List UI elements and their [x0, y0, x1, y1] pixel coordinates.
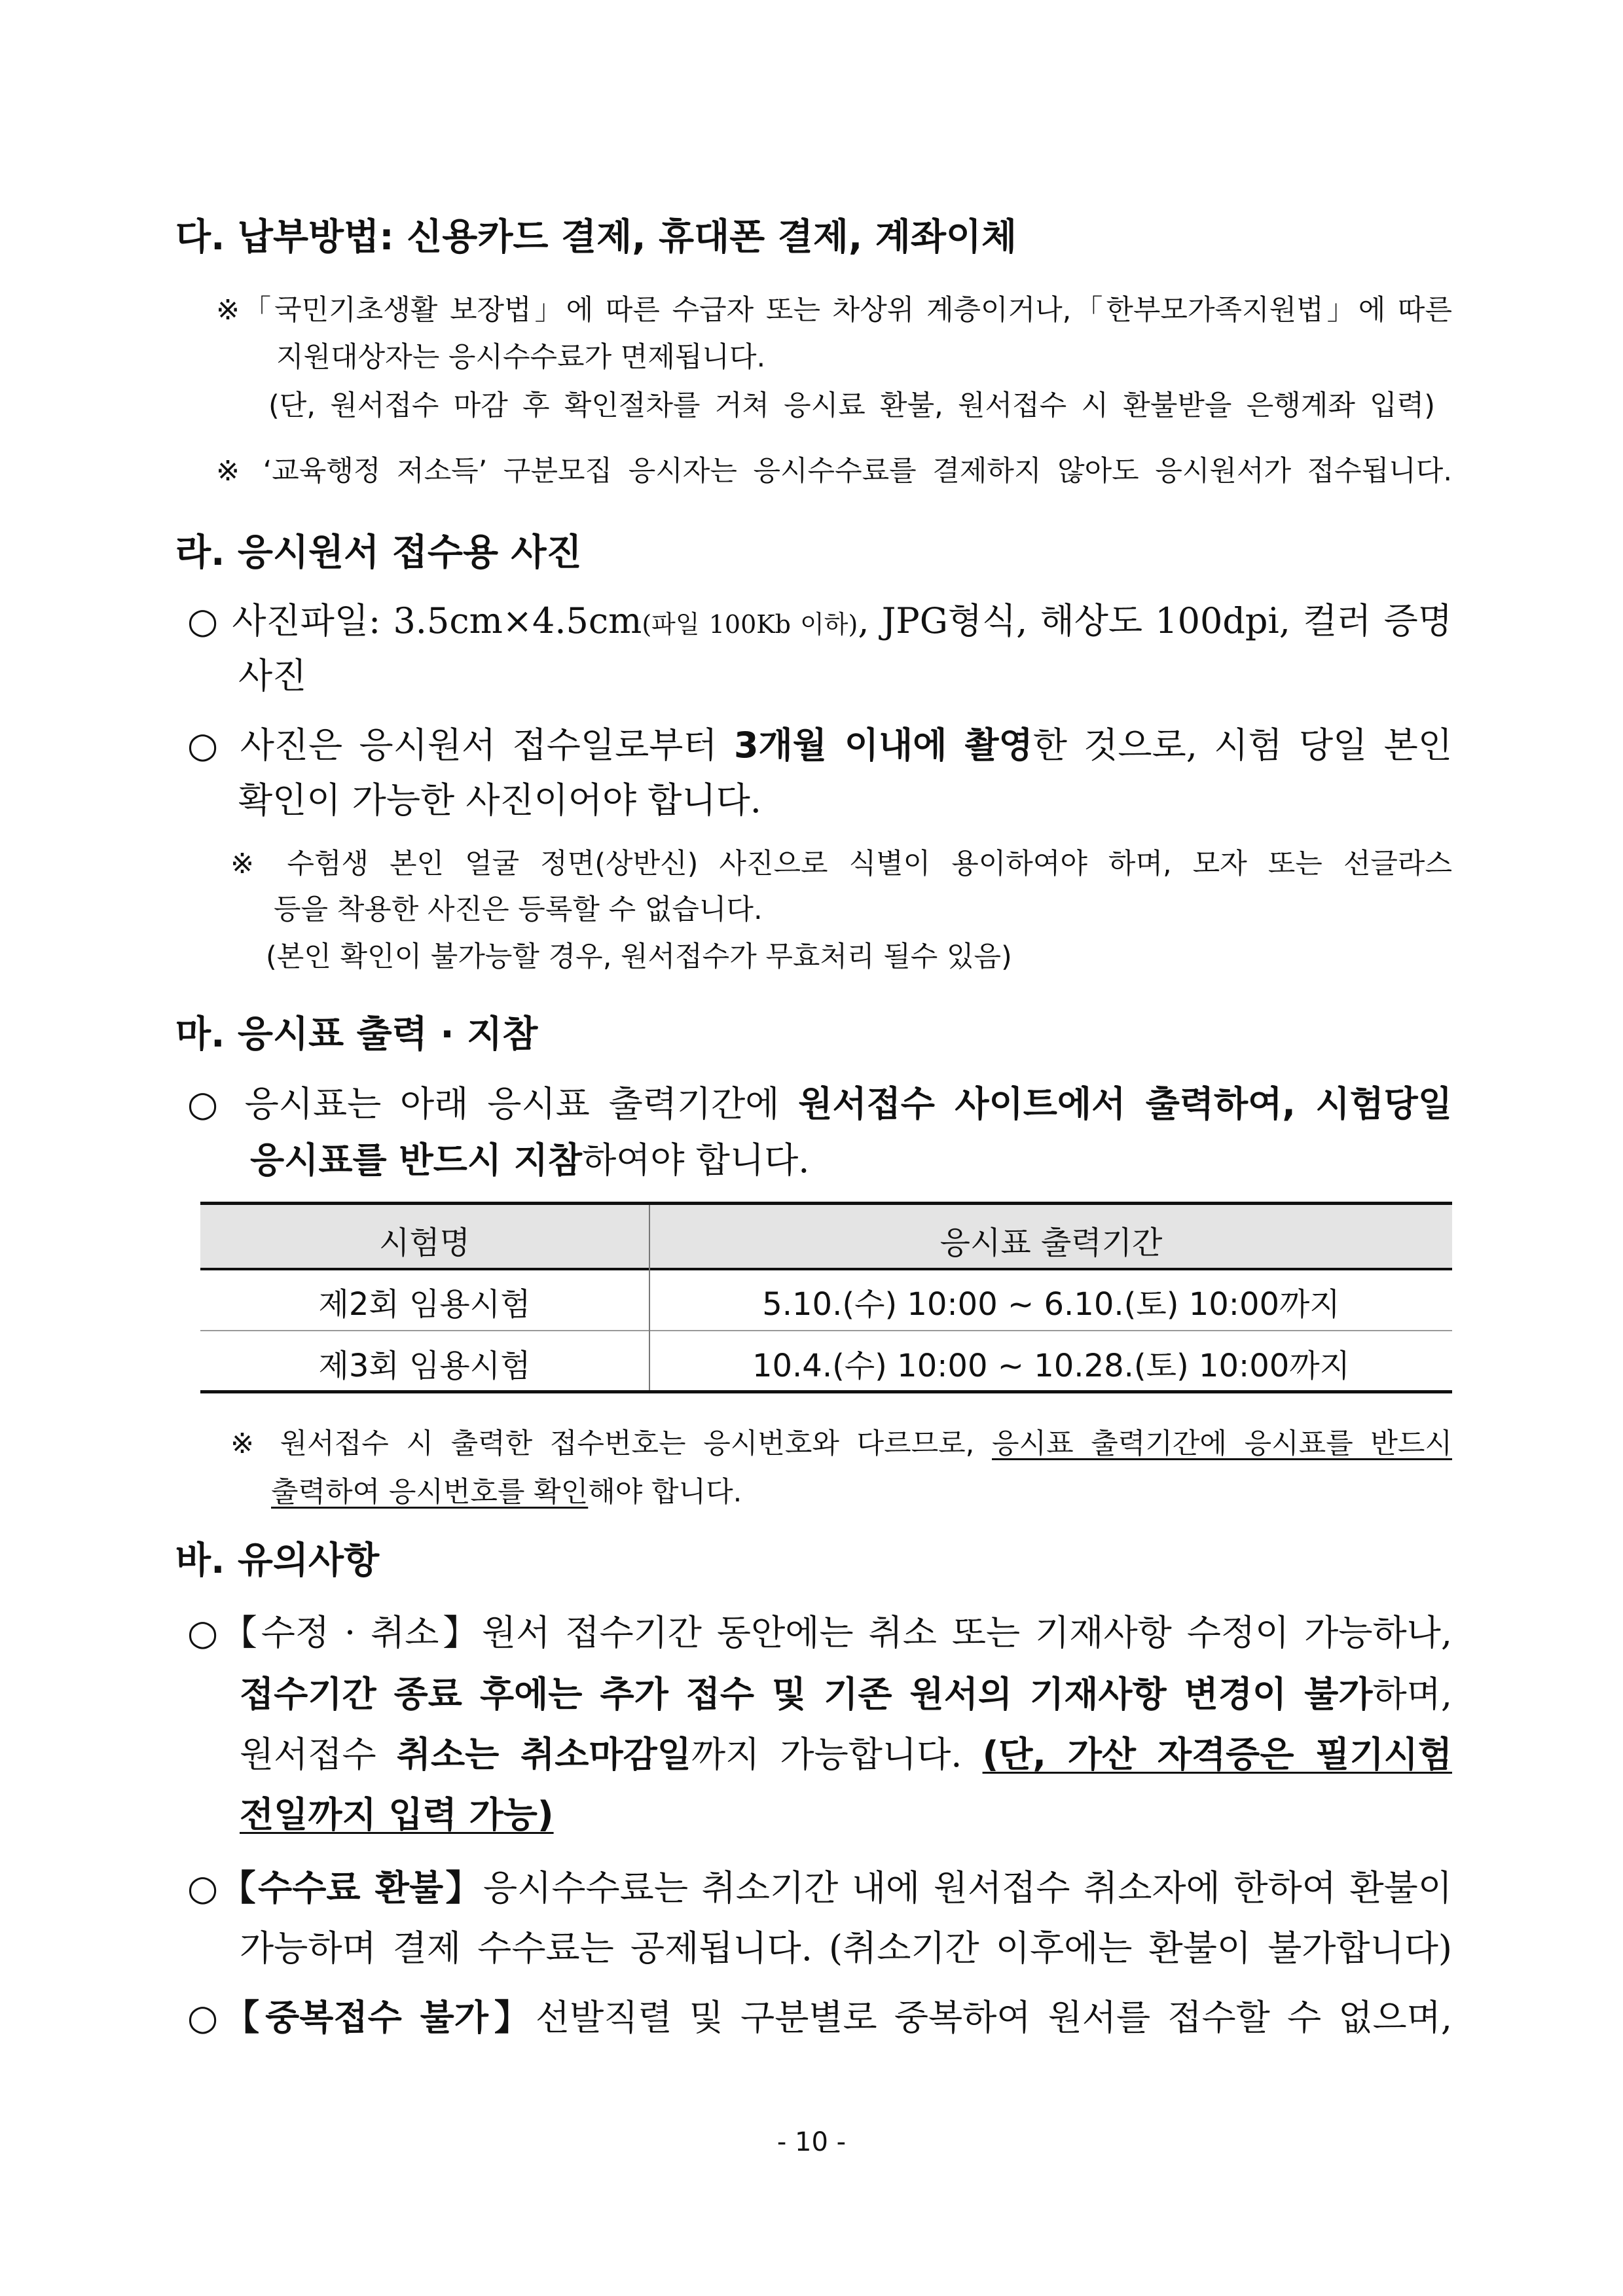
table-row-period-2: 5.10.(수) 10:00 ~ 6.10.(토) 10:00까지 — [762, 1286, 1340, 1323]
caution-edit-cancel-line4: 전일까지 입력 가능) — [240, 1794, 554, 1835]
photo-file-size-limit: (파일 100Kb 이하) — [642, 610, 858, 639]
photo-note-line2: 등을 착용한 사진은 등록할 수 없습니다. — [274, 893, 763, 926]
note-fee-exemption-line3: (단, 원서접수 마감 후 확인절차를 거쳐 응시료 환불, 원서접수 시 환불받을 은행계좌 입력) — [268, 389, 1435, 422]
table-rule-bottom — [200, 1390, 1452, 1393]
ticket-bring-rest: 하여야 합니다. — [582, 1139, 810, 1181]
caution-cancel-a: 원서접수 — [240, 1734, 397, 1775]
section-heading-cautions: 바. 유의사항 — [175, 1539, 380, 1582]
photo-recency-line2: 확인이 가능한 사진이어야 합니다. — [238, 780, 761, 821]
caution-no-change-rest: 하며, — [1372, 1674, 1452, 1715]
photo-format-spec: , JPG형식, 해상도 100dpi, 컬러 증명 — [858, 600, 1452, 641]
table-row-exam-2: 제2회 임용시험 — [318, 1286, 531, 1323]
caution-edit-cancel-line1: ○【수정 · 취소】원서 접수기간 동안에는 취소 또는 기재사항 수정이 가능하나, — [187, 1612, 1452, 1653]
caution-duplicate-bullet: ○ — [187, 1997, 225, 2038]
photo-note-line1: ※ 수험생 본인 얼굴 정면(상반신) 사진으로 식별이 용이하여야 하며, 모자 또는 선글라스 — [230, 848, 1452, 880]
ticket-print-line2 — [250, 1132, 809, 1183]
caution-no-change-bold: 접수기간 종료 후에는 추가 접수 및 기존 원서의 기재사항 변경이 불가 — [240, 1674, 1373, 1715]
page-number: - 10 - — [776, 2127, 847, 2157]
note-fee-exemption-line2: 지원대상자는 응시수수료가 면제됩니다. — [276, 341, 766, 374]
caution-refund-bullet: ○ — [187, 1867, 221, 1909]
table-row-period-3: 10.4.(수) 10:00 ~ 10.28.(토) 10:00까지 — [752, 1348, 1351, 1384]
table-header-exam-name: 시험명 — [378, 1225, 471, 1261]
caution-cert-bold-underline: (단, 가산 자격증은 필기시험 — [982, 1734, 1452, 1775]
table-row-exam-3: 제3회 임용시험 — [318, 1348, 531, 1384]
caution-refund-line2: 가능하며 결제 수수료는 공제됩니다. (취소기간 이후에는 환불이 불가합니다) — [240, 1928, 1452, 1969]
caution-refund-line1 — [187, 1860, 1452, 1910]
caution-edit-cancel-line2 — [240, 1666, 1452, 1717]
photo-file-spec-line2: 사진 — [238, 655, 307, 696]
photo-file-label: ○ 사진파일: — [187, 600, 393, 641]
caution-duplicate-rest: 선발직렬 및 구분별로 중복하여 원서를 접수할 수 없으며, — [535, 1997, 1452, 2038]
caution-duplicate-line1 — [187, 1990, 1452, 2040]
photo-recency-rule — [187, 717, 1452, 768]
ticket-print-period-table — [200, 1202, 1452, 1393]
photo-file-spec — [187, 593, 1452, 643]
ticket-note-rest: 해야 합니다. — [588, 1476, 742, 1509]
caution-refund-rest: 응시수수료는 취소기간 내에 원서접수 취소자에 한하여 환불이 — [483, 1867, 1452, 1909]
photo-recency-b: 한 것으로, 시험 당일 본인 — [1032, 725, 1452, 766]
caution-cancel-b: 까지 가능합니다. — [691, 1734, 983, 1775]
section-heading-payment: 다. 납부방법: 신용카드 결제, 휴대폰 결제, 계좌이체 — [175, 216, 1017, 259]
section-heading-admission-ticket: 마. 응시표 출력 · 지참 — [175, 1013, 538, 1056]
note-low-income: ※ ‘교육행정 저소득’ 구분모집 응시자는 응시수수료를 결제하지 않아도 응시원서가 접수됩니다. — [216, 455, 1452, 488]
caution-refund-title: 【수수료 환불】 — [220, 1867, 484, 1909]
ticket-note-underline2: 출력하여 응시번호를 확인 — [271, 1476, 589, 1509]
table-header-print-period: 응시표 출력기간 — [939, 1225, 1163, 1261]
ticket-print-bold: 원서접수 사이트에서 출력하여, 시험당일 — [798, 1083, 1452, 1124]
ticket-bring-bold: 응시표를 반드시 지참 — [250, 1139, 583, 1181]
note-fee-exemption-line1: ※「국민기초생활 보장법」에 따른 수급자 또는 차상위 계층이거나,「한부모가족지원법」에 따른 — [216, 294, 1452, 327]
ticket-note-line2 — [271, 1470, 742, 1510]
photo-note-line3: (본인 확인이 불가능할 경우, 원서접수가 무효처리 될수 있음) — [266, 941, 1012, 973]
photo-recency-a: ○ 사진은 응시원서 접수일로부터 — [187, 725, 734, 766]
caution-edit-cancel-line3 — [240, 1727, 1452, 1777]
section-heading-photo: 라. 응시원서 접수용 사진 — [175, 531, 582, 574]
ticket-note-underline: 응시표 출력기간에 응시표를 반드시 — [992, 1427, 1452, 1460]
ticket-note-a: ※ 원서접수 시 출력한 접수번호는 응시번호와 다르므로, — [230, 1427, 992, 1460]
table-rule-row — [200, 1330, 1452, 1331]
caution-cancel-deadline-bold: 취소는 취소마감일 — [396, 1734, 691, 1775]
table-rule-header — [200, 1268, 1452, 1270]
ticket-print-rule — [187, 1076, 1452, 1126]
ticket-print-a: ○ 응시표는 아래 응시표 출력기간에 — [187, 1083, 799, 1124]
photo-size: 3.5cm×4.5cm — [393, 600, 642, 641]
photo-recency-bold: 3개월 이내에 촬영 — [733, 725, 1033, 766]
caution-duplicate-title: 【중복접수 불가】 — [224, 1997, 536, 2038]
ticket-note-line1 — [230, 1422, 1452, 1462]
